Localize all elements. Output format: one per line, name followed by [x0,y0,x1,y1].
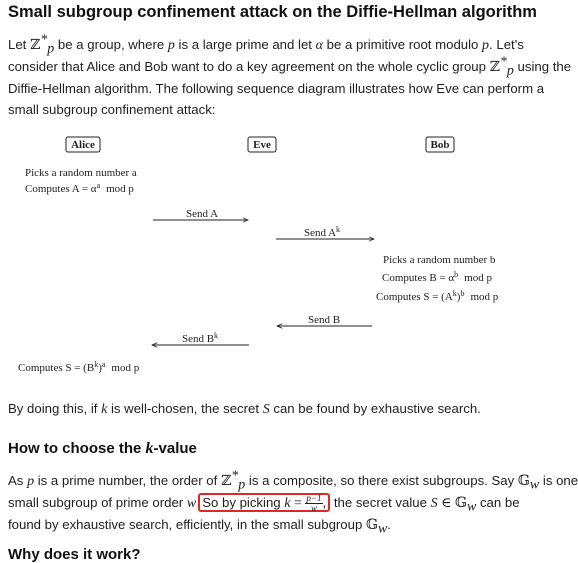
highlighted-formula: So by picking k = $\frac{p-1}{w}$ , [198,493,330,512]
section-heading-choose-k: How to choose the k-value [8,440,197,457]
svg-text:Alice: Alice [71,139,95,151]
message-send-a-label: Send A [185,208,219,220]
svg-text:Eve: Eve [253,139,271,151]
svg-text:Bob: Bob [430,139,450,151]
actor-eve [248,137,276,152]
bob-secret-note: Computes $S = (A^k)^b$ mod p [376,289,499,303]
message-send-ak-label: Send $A^k$ [303,225,341,239]
actor-alice [66,137,100,152]
sequence-diagram [0,128,540,383]
actor-bob [426,137,454,152]
bob-compute-note: Computes $B = \alpha^b$ mod p [382,270,492,284]
alice-pick-note: Picks a random number a [25,167,137,179]
fraction-p-minus-1-over-w: $\frac{p-1}{w}$ [306,493,322,514]
message-send-bk-label: Send $B^k$ [181,331,219,345]
section-paragraph: As p is a prime number, the order of ℤ*$_p$ is a composite, so there exist subgroups. Say 𝔾$_w$ is one small subgroup of prime order w So by picking k = $\frac{p-1}{w}$ , the secret value S ∈ 𝔾$_w$ can be found by exhaustive search, efficiently, in the small subgroup 𝔾$_w$. [8,468,578,537]
bob-pick-note: Picks a random number b [383,254,496,266]
after-diagram-paragraph: By doing this, if k is well-chosen, the secret S can be found by exhaustive search. [8,401,481,417]
message-send-b-label: Send B [307,314,341,326]
intro-paragraph: Let ℤ*$_p$ be a group, where p is a large prime and let α be a primitive root modulo p. Let's consider that Alice and Bob want to do a key agreement on the whole cyclic group ℤ*$_p$ using the Diffie-Hellman algorithm. The following sequence diagram illustrates how Eve can perform a small subgroup confinement attack: [8,32,572,117]
alice-compute-note: Computes $A = \alpha^a$ mod p [25,181,134,195]
alice-secret-note: Computes $S = (B^k)^a$ mod p [18,360,140,374]
next-section-heading: Why does it work? [8,546,141,563]
page-title: Small subgroup confinement attack on the Diffie-Hellman algorithm [8,3,537,21]
